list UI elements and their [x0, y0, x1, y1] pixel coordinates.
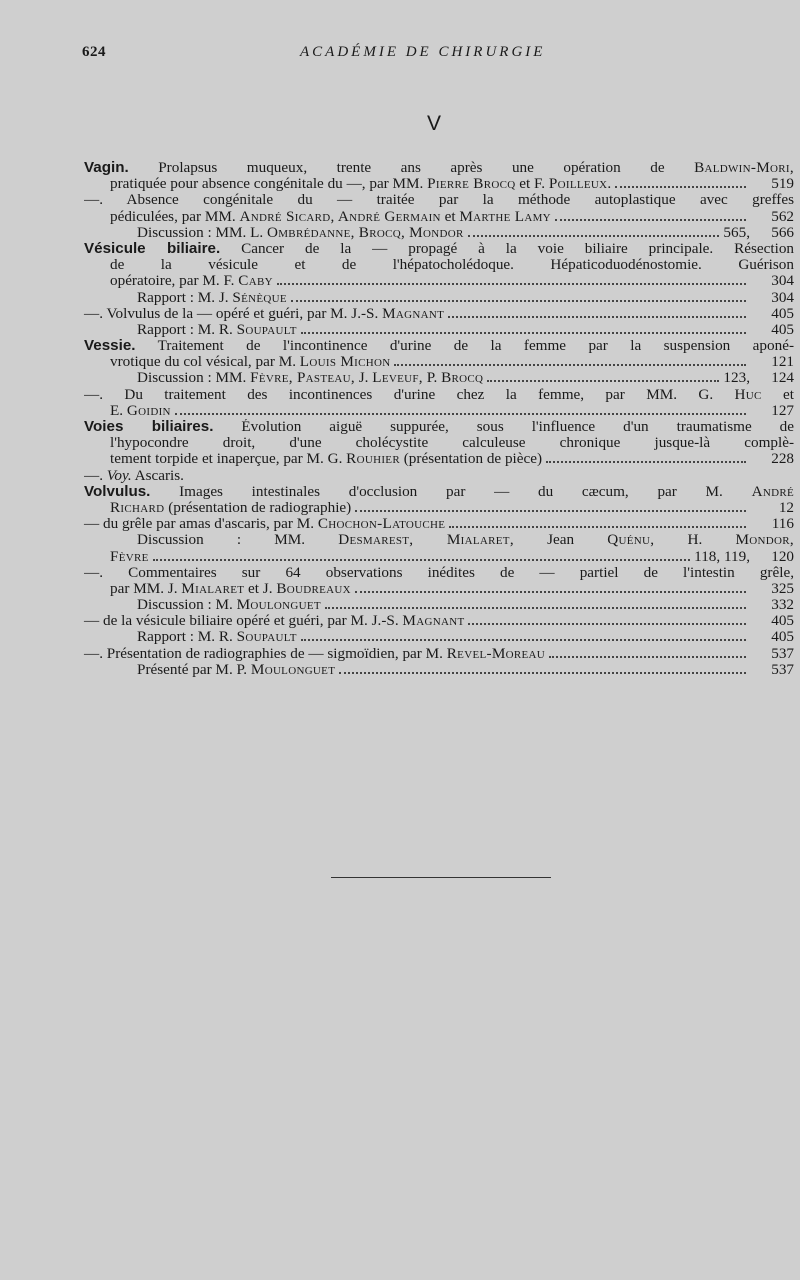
line-text: [84, 387, 794, 403]
index-entry: [84, 306, 794, 338]
entry-line: [84, 176, 794, 192]
author-name: Magnant: [402, 612, 465, 630]
page-references: [750, 516, 794, 532]
entry-text: vrotique du col vésical, par M.: [110, 353, 300, 371]
author-name: Brocq: [441, 369, 484, 387]
dot-leader: [355, 591, 746, 593]
page-references: [750, 176, 794, 192]
index-entry: [84, 646, 794, 678]
page-reference: 12: [778, 498, 794, 516]
page-reference: 121: [771, 353, 794, 371]
page-reference: 124: [771, 369, 794, 387]
entry-line: [84, 435, 794, 451]
entry-text: pédiculées, par MM.: [110, 207, 240, 225]
line-text: [110, 273, 273, 289]
entry-text: et J.: [244, 579, 277, 597]
entry-text: Évolution aiguë suppurée, sous l'influence d'un traumatisme de: [213, 419, 794, 435]
author-name: Ombrédanne, Brocq, Mondor: [266, 223, 464, 241]
line-text: [84, 646, 545, 662]
entry-text: par MM. J.: [110, 579, 182, 597]
page-references: [750, 597, 794, 613]
entry-line: [84, 257, 794, 273]
entry-text: Cancer de la — propagé à la voie biliaire principale. Résection: [220, 240, 794, 257]
line-text: [110, 435, 794, 451]
entry-text: E.: [110, 401, 127, 419]
entry-line: [84, 338, 794, 354]
page-reference: 304: [771, 288, 794, 306]
entry-line: [84, 484, 794, 500]
entry-line: [84, 322, 794, 338]
index-entry: [84, 338, 794, 387]
line-text: [137, 597, 321, 613]
entry-text: pratiquée pour absence congénitale du —, par MM.: [110, 175, 428, 193]
entry-text: Prolapsus muqueux, trente ans après une opération de: [128, 160, 695, 176]
entry-text: Images intestinales d'occlusion par — du cæcum, par M.: [150, 483, 752, 500]
author-name: Fèvre, Pasteau,: [250, 369, 355, 387]
entry-line: [84, 597, 794, 613]
index-entry: [84, 192, 794, 241]
entry-heading: Volvulus.: [84, 483, 151, 500]
section-letter: V: [426, 112, 441, 135]
author-name: Desmarest, Mialaret,: [338, 532, 514, 549]
author-name: Mialaret: [181, 579, 245, 597]
line-text: [110, 176, 611, 192]
line-text: [110, 500, 351, 516]
line-text: [84, 516, 445, 532]
author-name: Boudreaux: [276, 579, 351, 597]
page-references: [750, 209, 794, 225]
author-name: Magnant: [382, 304, 445, 322]
entry-line: [84, 451, 794, 467]
entry-line: [84, 646, 794, 662]
dot-leader: [355, 510, 746, 512]
page-reference: 127: [771, 401, 794, 419]
line-text: [137, 662, 335, 678]
entry-text: — de la vésicule biliaire opéré et guéri, par M. J.-S.: [84, 612, 403, 630]
page-references: [750, 354, 794, 370]
dot-leader: [339, 672, 746, 674]
entry-line: [84, 419, 794, 435]
dot-leader: [301, 639, 746, 641]
entry-text: Discussion : MM. L.: [137, 223, 267, 241]
author-name: Huc: [734, 386, 762, 403]
entry-line: [84, 387, 794, 403]
entry-line: [84, 500, 794, 516]
dot-leader: [449, 526, 746, 528]
dot-leader: [468, 623, 746, 625]
page-references: [750, 646, 794, 662]
line-text: [84, 160, 794, 176]
entry-line: [84, 225, 794, 241]
line-text: [84, 613, 464, 629]
page-reference: 537: [771, 660, 794, 678]
page-reference: 405: [771, 304, 794, 322]
page-references: [750, 403, 794, 419]
entry-line: [84, 581, 794, 597]
page-references: [750, 290, 794, 306]
index-entry: [84, 484, 794, 516]
entry-text: Rapport : M. R.: [137, 320, 237, 338]
dot-leader: [277, 283, 746, 285]
page-reference: 304: [771, 272, 794, 290]
entry-text: J.: [354, 369, 373, 387]
dot-leader: [468, 235, 720, 237]
dot-leader: [546, 461, 746, 463]
line-text: [137, 370, 483, 386]
author-name: Soupault: [236, 320, 297, 338]
entry-text: Rapport : M. J.: [137, 288, 233, 306]
page-reference: 116: [771, 515, 794, 533]
entry-heading: Voies biliaires.: [84, 419, 214, 435]
entry-text: —. Volvulus de la — opéré et guéri, par M. J.-S.: [84, 304, 383, 322]
entry-text: et: [440, 207, 460, 225]
entry-text: —. Présentation de radiographies de — sigmoïdien, par M.: [84, 644, 447, 662]
author-name: Baldwin-Mori,: [694, 160, 794, 176]
page-references: [694, 549, 794, 565]
line-text: [137, 225, 464, 241]
entry-text: —.: [84, 467, 107, 484]
line-text: [84, 484, 794, 500]
author-name: Sénèque: [232, 288, 287, 306]
entry-line: [84, 209, 794, 225]
page-references: [750, 500, 794, 516]
page-reference: 123,: [723, 369, 750, 387]
entry-line: [84, 468, 794, 484]
line-text: [110, 581, 351, 597]
line-text: [84, 419, 794, 435]
line-text: [84, 192, 794, 208]
entry-text: Jean: [513, 532, 608, 549]
index-entry: [84, 160, 794, 192]
line-text: [84, 241, 794, 257]
page-references: [750, 662, 794, 678]
page-reference: 120: [771, 547, 794, 565]
dot-leader: [301, 332, 746, 334]
line-text: [110, 257, 794, 273]
author-name: Fèvre: [110, 547, 149, 565]
page-references: [750, 581, 794, 597]
entry-text: Traitement de l'incontinence d'urine de la femme par la suspension aponé-: [135, 338, 794, 355]
dot-leader: [549, 656, 746, 658]
line-text: [110, 549, 149, 565]
index-entry: [84, 565, 794, 614]
author-name: André: [751, 483, 794, 500]
author-name: Moulonguet: [250, 660, 336, 678]
page-references: [750, 613, 794, 629]
page-reference: 405: [771, 320, 794, 338]
entry-line: [84, 662, 794, 678]
entry-text: Discussion : MM.: [137, 532, 339, 549]
author-name: Louis Michon: [299, 353, 391, 371]
entry-text: .: [607, 175, 612, 193]
page-reference: 228: [771, 450, 794, 468]
author-name: Soupault: [236, 628, 297, 646]
entry-text: Présenté par M. P.: [137, 660, 251, 678]
entry-text: H.: [654, 532, 736, 549]
line-text: [137, 322, 297, 338]
page-reference: 562: [771, 207, 794, 225]
author-name: Chochon-Latouche: [317, 515, 446, 533]
entry-line: [84, 192, 794, 208]
line-text: [137, 290, 287, 306]
entry-line: [84, 306, 794, 322]
entry-text: Ascaris.: [131, 467, 184, 484]
entry-line: [84, 241, 794, 257]
author-name: Pierre Brocq: [427, 175, 516, 193]
line-text: [110, 354, 390, 370]
author-name: Leveuf,: [372, 369, 423, 387]
entry-text: —. Absence congénitale du — traitée par la méthode autoplastique avec greffes: [84, 192, 794, 209]
line-text: [84, 565, 794, 581]
author-name: Richard: [110, 498, 165, 516]
entry-line: [84, 403, 794, 419]
author-name: Quénu,: [607, 532, 655, 549]
index-entry: [84, 613, 794, 645]
entry-line: [84, 160, 794, 176]
entry-text: Rapport : M. R.: [137, 628, 237, 646]
entry-line: [84, 370, 794, 386]
entry-heading: Vessie.: [84, 338, 136, 355]
page-reference: 565,: [723, 223, 750, 241]
entry-text: tement torpide et inaperçue, par M. G.: [110, 450, 347, 468]
author-name: André Sicard, André Germain: [239, 207, 441, 225]
entry-text: opératoire, par M. F.: [110, 272, 239, 290]
author-name: Marthe Lamy: [459, 207, 551, 225]
entry-text: et: [761, 386, 794, 403]
index-entry: [84, 419, 794, 468]
entry-text: et F.: [515, 175, 549, 193]
line-text: [110, 209, 551, 225]
line-text: [110, 451, 542, 467]
page-references: [750, 322, 794, 338]
entry-line: [84, 629, 794, 645]
index-entry: [84, 387, 794, 419]
page-reference: 566: [771, 223, 794, 241]
page-reference: 537: [771, 644, 794, 662]
entry-text: —. Du traitement des incontinences d'urine chez la femme, par MM. G.: [84, 386, 735, 403]
running-title: ACADÉMIE DE CHIRURGIE: [300, 44, 546, 60]
author-name: Moulonguet: [236, 596, 321, 614]
entry-text: Discussion : MM.: [137, 369, 251, 387]
dot-leader: [555, 219, 746, 221]
dot-leader: [615, 186, 746, 188]
page-references: [750, 273, 794, 289]
entry-text: — du grêle par amas d'ascaris, par M.: [84, 515, 318, 533]
entry-text: —. Commentaires sur 64 observations inédites de — partiel de l'intestin grêle,: [84, 564, 794, 581]
entry-heading: Vagin.: [84, 160, 129, 176]
dot-leader: [291, 300, 746, 302]
entry-line: [84, 532, 794, 548]
line-text: [110, 403, 171, 419]
line-text: [84, 468, 184, 484]
index-entry: [84, 241, 794, 306]
page-references: [723, 370, 794, 386]
index-entry: [84, 516, 794, 565]
entry-text: Discussion : M.: [137, 596, 237, 614]
page-reference: 405: [771, 628, 794, 646]
line-text: [137, 532, 794, 548]
page-references: [750, 451, 794, 467]
author-name: Poilleux: [548, 175, 608, 193]
dot-leader: [175, 413, 746, 415]
author-name: Goidin: [126, 401, 171, 419]
entry-line: [84, 549, 794, 565]
page-number: 624: [82, 44, 106, 60]
entry-line: [84, 273, 794, 289]
author-name: Revel-Moreau: [446, 644, 546, 662]
author-name: Mondor,: [735, 532, 794, 549]
dot-leader: [394, 364, 746, 366]
line-text: [84, 338, 794, 354]
page-reference: 332: [771, 596, 794, 614]
entry-text: l'hypocondre droit, d'une cholécystite calculeuse chronique jusque-là complè-: [110, 435, 794, 452]
index-entries: [84, 160, 794, 678]
entry-line: [84, 290, 794, 306]
dot-leader: [448, 316, 746, 318]
page-references: [750, 306, 794, 322]
dot-leader: [325, 607, 746, 609]
page-reference: 325: [771, 579, 794, 597]
line-text: [137, 629, 297, 645]
dot-leader: [487, 380, 719, 382]
entry-text: Voy.: [106, 467, 132, 484]
entry-line: [84, 565, 794, 581]
page-reference: 118, 119,: [694, 547, 750, 565]
entry-text: (présentation de pièce): [399, 450, 543, 468]
page-references: [750, 629, 794, 645]
entry-text: de la vésicule et de l'hépatocholédoque. Hépaticoduodénostomie. Guérison: [110, 257, 794, 274]
end-rule: [331, 877, 551, 878]
index-entry: [84, 468, 794, 484]
page-reference: 405: [771, 612, 794, 630]
entry-text: P.: [422, 369, 442, 387]
entry-line: [84, 516, 794, 532]
entry-heading: Vésicule biliaire.: [84, 240, 221, 257]
author-name: Rouhier: [346, 450, 400, 468]
page-references: [723, 225, 794, 241]
dot-leader: [153, 559, 691, 561]
entry-line: [84, 613, 794, 629]
line-text: [84, 306, 444, 322]
entry-text: (présentation de radiographie): [164, 498, 352, 516]
page-reference: 519: [771, 175, 794, 193]
entry-line: [84, 354, 794, 370]
author-name: Caby: [238, 272, 273, 290]
